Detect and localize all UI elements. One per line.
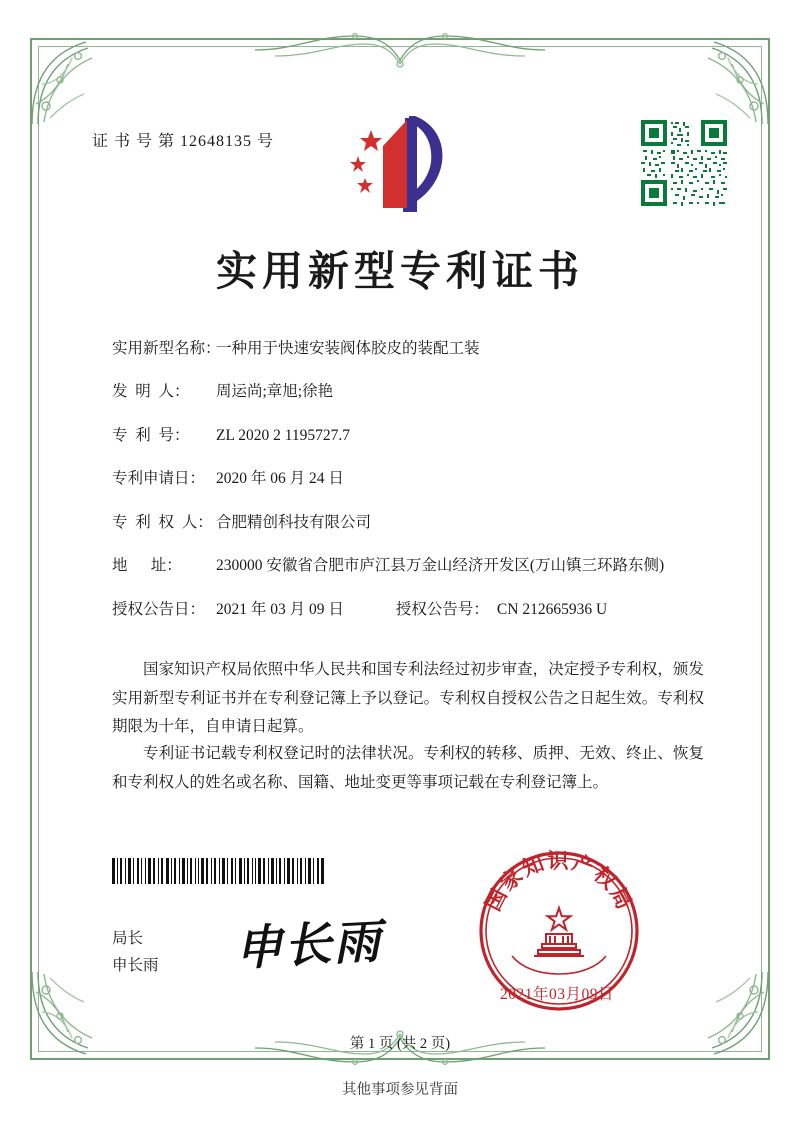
page-indicator: 第 1 页 (共 2 页) (349, 1036, 451, 1052)
footnote: 其他事项参见背面 (342, 1082, 458, 1098)
legal-paragraph-2: 专利证书记载专利权登记时的法律状况。专利权的转移、质押、无效、终止、恢复和专利权人的姓名或名称、国籍、地址变更等事项记载在专利登记簿上。 (112, 745, 704, 791)
svg-text:国家知识产权局: 国家知识产权局 (480, 849, 638, 915)
director-name-label: 申长雨 (112, 957, 159, 975)
signature-block (112, 925, 159, 979)
field-row-grant (112, 599, 712, 621)
field-label-patentee: 专 利 权 人： (112, 513, 213, 531)
cnipa-emblem-icon (345, 112, 455, 217)
field-value-grant-number: CN 212665936 U (496, 600, 608, 618)
qr-code (641, 120, 727, 206)
field-label-patent-number: 专 利 号： (112, 426, 190, 444)
field-label-address: 地 址： (112, 557, 182, 575)
field-value-application-date: 2020 年 06 月 24 日 (216, 470, 344, 488)
handwritten-signature: 申长雨 (233, 914, 384, 977)
field-value-address: 230000 安徽省合肥市庐江县万金山经济开发区(万山镇三环路东侧) (216, 557, 665, 575)
field-value-utility-model-name: 一种用于快速安装阀体胶皮的装配工装 (216, 340, 480, 357)
field-label-grant-number: 授权公告号： (395, 600, 489, 618)
field-label-grant-date: 授权公告日： (112, 600, 206, 618)
legal-paragraph-1: 国家知识产权局依照中华人民共和国专利法经过初步审查，决定授予专利权，颁发实用新型专利证书并在专利登记簿上予以登记。专利权自授权公告之日起生效。专利权期限为十年，自申请日起算。 (112, 661, 704, 736)
field-label-application-date: 专利申请日： (112, 470, 206, 488)
field-value-grant-date: 2021 年 03 月 09 日 (216, 600, 344, 618)
field-row-inventor (112, 381, 712, 403)
field-row-patent-number (112, 425, 712, 447)
field-list (112, 338, 712, 642)
director-role-label: 局长 (112, 930, 144, 947)
field-row-address (112, 555, 712, 577)
certificate-number: 证 书 号 第 12648135 号 (92, 133, 275, 150)
page-title: 实用新型专利证书 (216, 247, 584, 295)
field-value-patentee: 合肥精创科技有限公司 (216, 513, 372, 531)
field-row-name (112, 338, 712, 360)
field-row-patentee (112, 512, 712, 534)
field-label-inventor: 发 明 人： (112, 383, 190, 401)
field-row-application-date (112, 468, 712, 490)
field-label-utility-model-name: 实用新型名称： (112, 340, 221, 357)
field-value-patent-number: ZL 2020 2 1195727.7 (216, 426, 351, 444)
barcode (112, 858, 324, 884)
top-flourish-ornament (255, 30, 545, 70)
field-value-inventor: 周运尚;章旭;徐艳 (216, 383, 334, 401)
seal-date: 2021年03月09日 (500, 986, 615, 1003)
